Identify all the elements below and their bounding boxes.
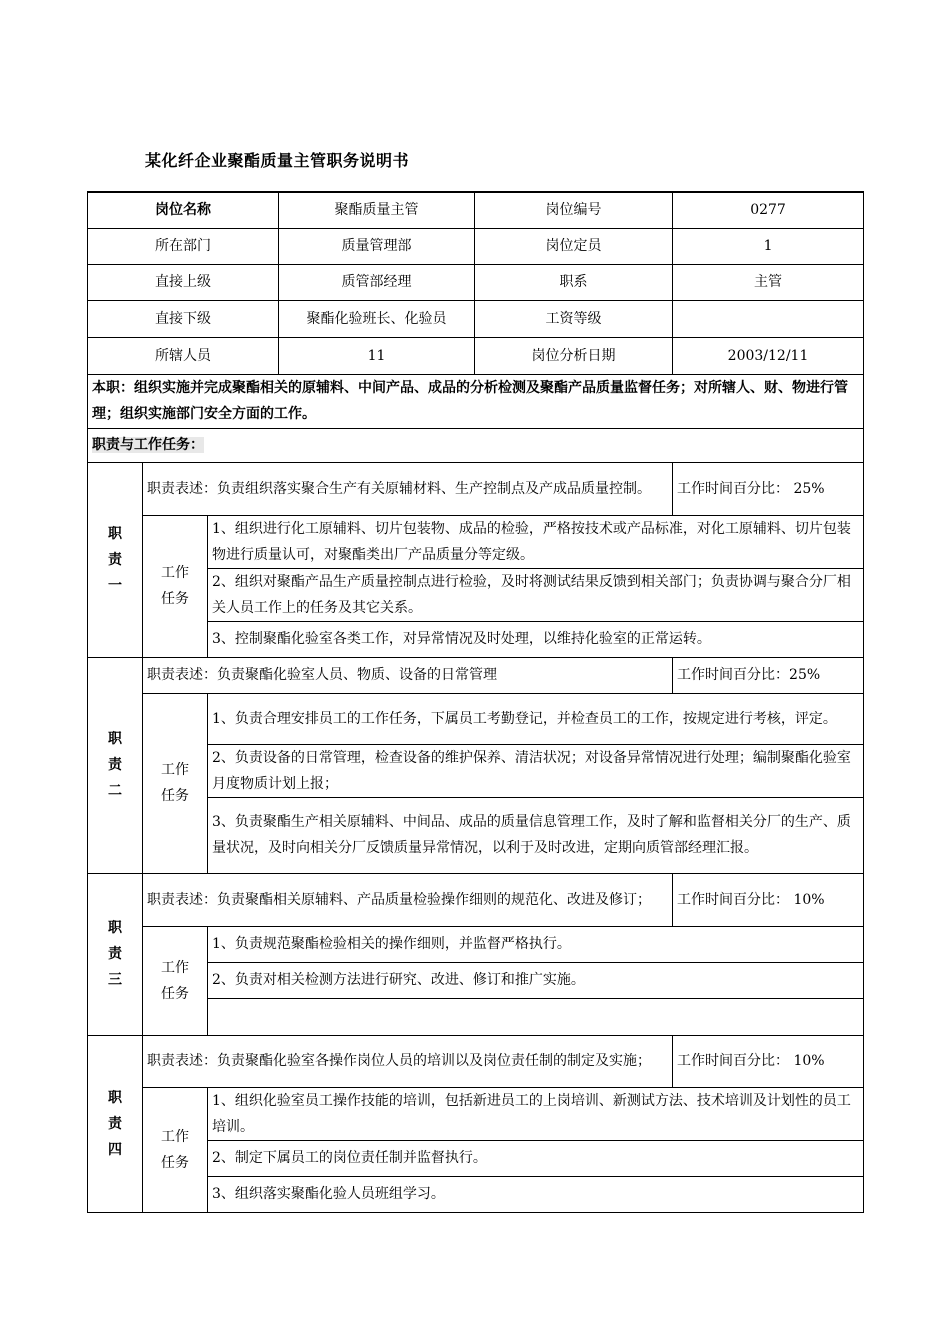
duty-label-char: 责 (108, 1115, 122, 1132)
duty-label-char: 二 (108, 783, 122, 799)
task-label-line: 工作 (161, 762, 189, 778)
task-label (143, 926, 208, 1035)
field-value: 聚酯化验班长、化验员 (279, 300, 475, 337)
duty-desc-row (88, 1035, 864, 1087)
duty-label-char: 三 (108, 972, 122, 988)
field-label: 岗位编号 (475, 192, 673, 228)
duty-label-char: 责 (108, 551, 122, 568)
duty-label-char: 职 (108, 1089, 122, 1106)
duty-desc-row (88, 657, 864, 693)
duty-label-char: 责 (108, 757, 122, 773)
duties-header-text: 职责与工作任务： (92, 437, 204, 453)
field-value: 11 (279, 337, 475, 374)
field-value: 主管 (673, 264, 864, 300)
field-value: 0277 (673, 192, 864, 228)
task-label (143, 515, 208, 657)
task-item: 1、组织进行化工原辅料、切片包装物、成品的检验，严格按技术或产品标准，对化工原辅料、切片包装物进行质量认可，对聚酯类出厂产品质量分等定级。 (208, 515, 864, 568)
job-description-table (87, 191, 864, 1213)
task-label (143, 693, 208, 873)
document-title: 某化纤企业聚酯质量主管职务说明书 (145, 151, 410, 170)
task-row (88, 1087, 864, 1140)
duty-label-char: 一 (108, 577, 122, 594)
task-label-line: 任务 (161, 985, 189, 1002)
task-label-line: 工作 (161, 565, 189, 581)
task-item: 2、负责对相关检测方法进行研究、改进、修订和推广实施。 (208, 962, 864, 998)
task-item: 1、负责规范聚酯检验相关的操作细则，并监督严格执行。 (208, 926, 864, 962)
task-label-line: 工作 (161, 959, 189, 976)
task-row (88, 693, 864, 744)
duty-description: 职责表述：负责组织落实聚合生产有关原辅材料、生产控制点及产成品质量控制。 (143, 462, 673, 515)
summary-cell (88, 374, 864, 428)
duties-header-row (88, 428, 864, 462)
duty-label (88, 657, 143, 873)
task-item: 3、负责聚酯生产相关原辅料、中间品、成品的质量信息管理工作，及时了解和监督相关分厂的生产、质量状况，及时向相关分厂反馈质量异常情况，以利于及时改进，定期向质管部经理汇报。 (208, 797, 864, 873)
field-label: 岗位分析日期 (475, 337, 673, 374)
summary-row (88, 374, 864, 428)
time-percentage: 工作时间百分比：25% (673, 657, 864, 693)
task-item: 3、控制聚酯化验室各类工作，对异常情况及时处理，以维持化验室的正常运转。 (208, 621, 864, 657)
info-row (88, 264, 864, 300)
field-label: 所辖人员 (88, 337, 279, 374)
task-item: 2、组织对聚酯产品生产质量控制点进行检验，及时将测试结果反馈到相关部门；负责协调与聚合分厂相关人员工作上的任务及其它关系。 (208, 568, 864, 621)
task-item (208, 998, 864, 1035)
info-row (88, 192, 864, 228)
task-label-line: 任务 (161, 788, 189, 804)
task-row (88, 926, 864, 962)
field-value: 2003/12/11 (673, 337, 864, 374)
duty-label-char: 职 (108, 920, 122, 936)
task-label-line: 任务 (161, 1154, 189, 1171)
summary-label: 本职： (92, 380, 134, 396)
field-label: 直接上级 (88, 264, 279, 300)
field-value: 质量管理部 (279, 228, 475, 264)
duty-label-char: 职 (108, 731, 122, 747)
duty-description: 职责表述：负责聚酯化验室各操作岗位人员的培训以及岗位责任制的制定及实施； (143, 1035, 673, 1087)
duty-label-char: 职 (108, 525, 122, 542)
duty-label-char: 责 (108, 946, 122, 962)
task-label-line: 工作 (161, 1128, 189, 1145)
duty-label (88, 462, 143, 657)
task-label-line: 任务 (161, 591, 189, 607)
task-item: 3、组织落实聚酯化验人员班组学习。 (208, 1176, 864, 1212)
duty-label-char: 四 (108, 1141, 122, 1158)
duty-label (88, 873, 143, 1035)
summary-text: 组织实施并完成聚酯相关的原辅料、中间产品、成品的分析检测及聚酯产品质量监督任务；对所辖人、财、物进行管理；组织实施部门安全方面的工作。 (92, 380, 848, 422)
field-value (673, 300, 864, 337)
task-item: 2、负责设备的日常管理，检查设备的维护保养、清洁状况；对设备异常情况进行处理；编制聚酯化验室月度物质计划上报； (208, 744, 864, 797)
duty-desc-row (88, 873, 864, 926)
duty-label (88, 1035, 143, 1212)
info-row (88, 228, 864, 264)
info-row (88, 300, 864, 337)
info-row (88, 337, 864, 374)
task-item: 2、制定下属员工的岗位责任制并监督执行。 (208, 1140, 864, 1176)
time-percentage: 工作时间百分比： 25% (673, 462, 864, 515)
duty-desc-row (88, 462, 864, 515)
field-value: 聚酯质量主管 (279, 192, 475, 228)
duties-header (88, 428, 864, 462)
field-label: 职系 (475, 264, 673, 300)
time-percentage: 工作时间百分比： 10% (673, 1035, 864, 1087)
field-value: 质管部经理 (279, 264, 475, 300)
task-item: 1、组织化验室员工操作技能的培训，包括新进员工的上岗培训、新测试方法、技术培训及计划性的员工培训。 (208, 1087, 864, 1140)
task-row (88, 515, 864, 568)
time-percentage: 工作时间百分比： 10% (673, 873, 864, 926)
duty-description: 职责表述：负责聚酯相关原辅料、产品质量检验操作细则的规范化、改进及修订； (143, 873, 673, 926)
field-value: 1 (673, 228, 864, 264)
field-label: 工资等级 (475, 300, 673, 337)
duty-description: 职责表述：负责聚酯化验室人员、物质、设备的日常管理 (143, 657, 673, 693)
field-label: 岗位名称 (88, 192, 279, 228)
field-label: 所在部门 (88, 228, 279, 264)
field-label: 岗位定员 (475, 228, 673, 264)
field-label: 直接下级 (88, 300, 279, 337)
task-label (143, 1087, 208, 1212)
task-item: 1、负责合理安排员工的工作任务，下属员工考勤登记，并检查员工的工作，按规定进行考核，评定。 (208, 693, 864, 744)
